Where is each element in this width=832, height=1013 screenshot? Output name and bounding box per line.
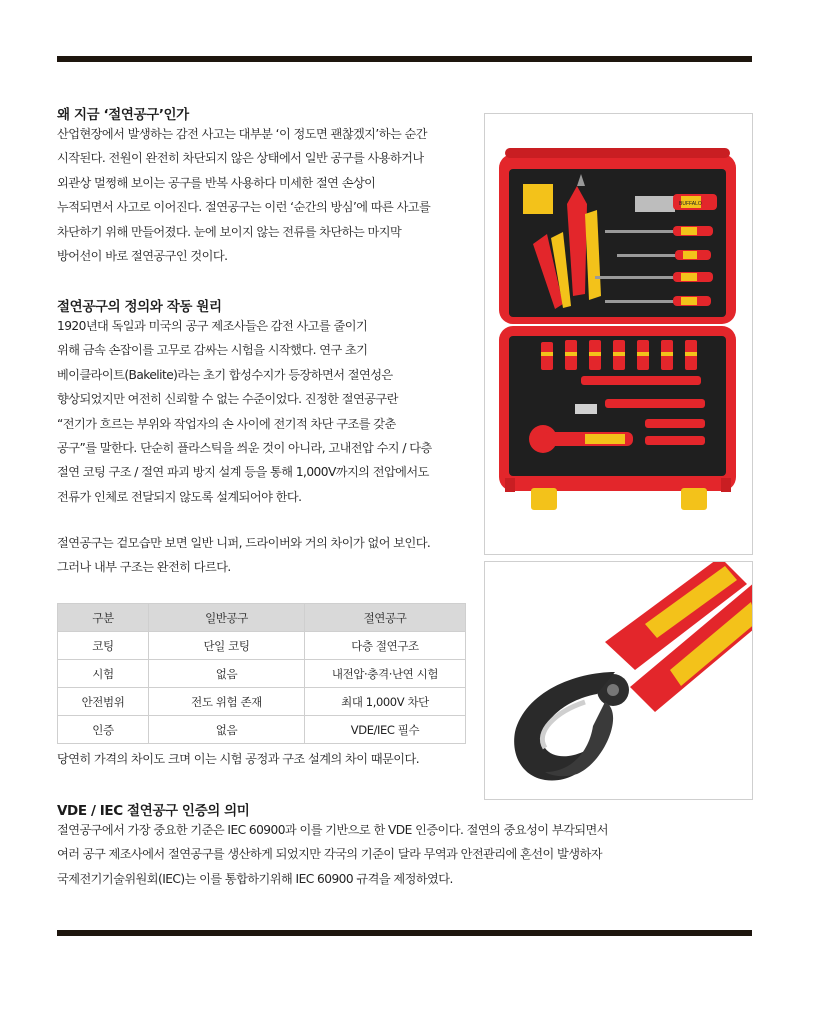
toolkit-photo bbox=[484, 113, 753, 555]
text-line: 베이클라이트(Bakelite)라는 초기 합성수지가 등장하면서 절연성은 bbox=[57, 367, 393, 382]
text-line: 산업현장에서 발생하는 감전 사고는 대부분 ‘이 정도면 괜찮겠지’하는 순간 bbox=[57, 127, 427, 141]
table-cell: 전도 위험 존재 bbox=[149, 688, 305, 716]
table-cell: 안전범위 bbox=[58, 688, 149, 716]
after-table-text bbox=[57, 747, 419, 771]
text-line: 시작된다. 전원이 완전히 차단되지 않은 상태에서 일반 공구를 사용하거나 bbox=[57, 151, 424, 166]
table-cell: 코팅 bbox=[58, 632, 149, 660]
table-header-cell: 절연공구 bbox=[305, 604, 466, 632]
text-line: 그러나 내부 구조는 완전히 다르다. bbox=[57, 560, 231, 575]
table-cell: 없음 bbox=[149, 716, 305, 744]
table-cell: 단일 코팅 bbox=[149, 632, 305, 660]
table-header-row bbox=[58, 604, 466, 632]
text-line: 절연공구는 겉모습만 보면 일반 니퍼, 드라이버와 거의 차이가 없어 보인다. bbox=[57, 536, 431, 550]
text-line: 절연공구에서 가장 중요한 기준은 IEC 60900과 이를 기반으로 한 VDE 인증이다. 절연의 중요성이 부각되면서 bbox=[57, 823, 608, 837]
text-line: 여러 공구 제조사에서 절연공구를 생산하게 되었지만 각국의 기준이 달라 무역과 안전관리에 혼선이 발생하자 bbox=[57, 847, 602, 862]
text-line: 차단하기 위해 만들어졌다. 눈에 보이지 않는 전류를 차단하는 마지막 bbox=[57, 224, 402, 239]
section-heading-certification: VDE / IEC 절연공구 인증의 의미 bbox=[57, 803, 250, 819]
table-cell: 없음 bbox=[149, 660, 305, 688]
top-rule bbox=[57, 56, 752, 62]
table-cell: 최대 1,000V 차단 bbox=[305, 688, 466, 716]
section-heading-why-now: 왜 지금 ‘절연공구’인가 bbox=[57, 107, 189, 123]
text-line: 공구”를 말한다. 단순히 플라스틱을 씌운 것이 아니라, 고내전압 수지 / 다층 bbox=[57, 441, 432, 456]
comparison-table bbox=[57, 603, 466, 744]
text-line: 절연 코팅 구조 / 절연 파괴 방지 설계 등을 통해 1,000V까지의 전압에서도 bbox=[57, 465, 429, 480]
text-line: 향상되었지만 여전히 신뢰할 수 없는 수준이었다. 진정한 절연공구란 bbox=[57, 392, 398, 407]
section-heading-definition: 절연공구의 정의와 작동 원리 bbox=[57, 299, 222, 315]
table-row bbox=[58, 632, 466, 660]
text-line: 누적되면서 사고로 이어진다. 절연공구는 이런 ‘순간의 방심’에 따른 사고를 bbox=[57, 200, 431, 215]
text-line: 위해 금속 손잡이를 고무로 감싸는 시험을 시작했다. 연구 초기 bbox=[57, 343, 368, 358]
text-line: 당연히 가격의 차이도 크며 이는 시험 공정과 구조 설계의 차이 때문이다. bbox=[57, 752, 420, 766]
table-cell: VDE/IEC 필수 bbox=[305, 716, 466, 744]
text-line: 전류가 인체로 전달되지 않도록 설계되어야 한다. bbox=[57, 489, 302, 504]
table-cell: 시험 bbox=[58, 660, 149, 688]
table-header-cell: 구분 bbox=[58, 604, 149, 632]
table-row bbox=[58, 660, 466, 688]
section4-body bbox=[57, 818, 608, 891]
table-row bbox=[58, 716, 466, 744]
table-cell: 인증 bbox=[58, 716, 149, 744]
section1-body bbox=[57, 122, 430, 268]
text-line: 1920년대 독일과 미국의 공구 제조사들은 감전 사고를 줄이기 bbox=[57, 319, 368, 333]
table-cell: 내전압·충격·난연 시험 bbox=[305, 660, 466, 688]
text-line: 외관상 멀쩡해 보이는 공구를 반복 사용하다 미세한 절연 손상이 bbox=[57, 175, 376, 190]
table-row bbox=[58, 688, 466, 716]
cable-cutter-photo bbox=[484, 561, 753, 800]
table-header-cell: 일반공구 bbox=[149, 604, 305, 632]
brand-label: BUFFALO bbox=[679, 201, 702, 207]
table-cell: 다층 절연구조 bbox=[305, 632, 466, 660]
section3-body bbox=[57, 531, 430, 580]
bottom-rule bbox=[57, 930, 752, 936]
text-line: “전기가 흐르는 부위와 작업자의 손 사이에 전기적 차단 구조를 갖춘 bbox=[57, 416, 396, 431]
section2-body bbox=[57, 314, 432, 509]
text-line: 국제전기기술위원회(IEC)는 이를 통합하기위해 IEC 60900 규격을 제정하였다. bbox=[57, 871, 453, 886]
text-line: 방어선이 바로 절연공구인 것이다. bbox=[57, 249, 228, 264]
